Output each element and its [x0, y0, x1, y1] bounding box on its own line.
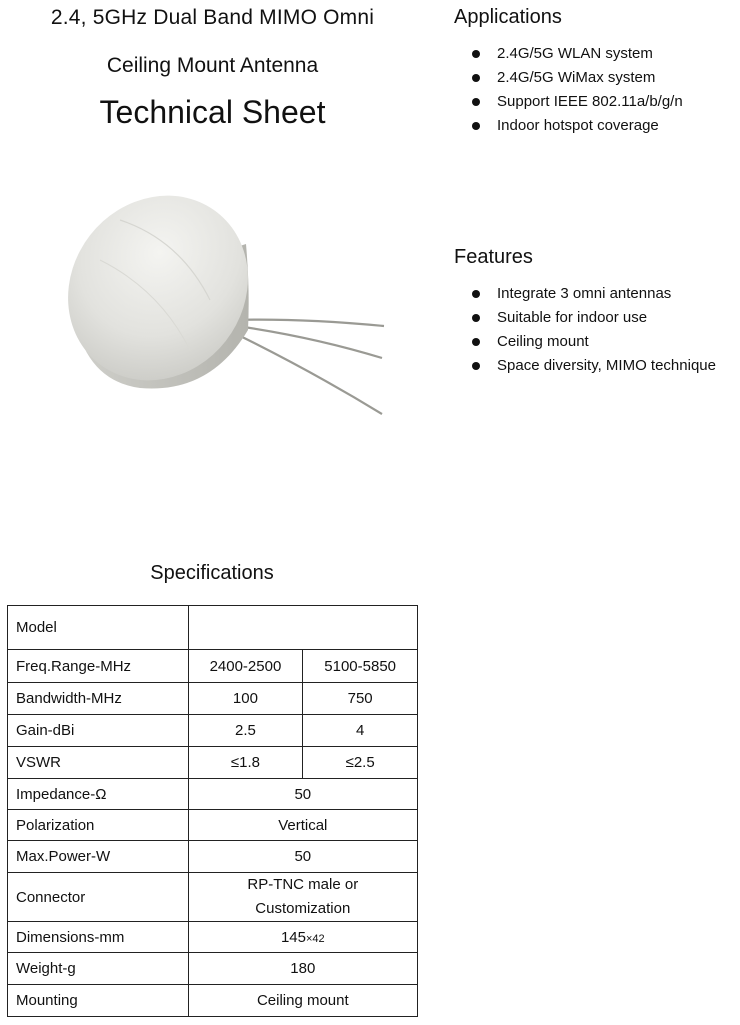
- spec-value: 50: [188, 779, 417, 810]
- spec-label: Gain-dBi: [8, 715, 189, 747]
- list-item-text: Suitable for indoor use: [497, 309, 648, 326]
- specifications-heading: Specifications: [150, 562, 274, 584]
- table-row: [8, 683, 418, 715]
- specifications-table: [7, 605, 418, 1017]
- spec-label: Polarization: [8, 810, 189, 841]
- list-item-text: 2.4G/5G WLAN system: [497, 45, 653, 62]
- list-item-text: Space diversity, MIMO technique: [497, 357, 716, 374]
- bullet-icon: [472, 362, 480, 370]
- spec-label: Dimensions-mm: [8, 922, 189, 953]
- spec-label: Max.Power-W: [8, 841, 189, 873]
- dimensions-small: ×42: [305, 932, 325, 945]
- applications-heading: Applications: [454, 6, 562, 28]
- spec-value: [188, 606, 417, 650]
- spec-value: ≤1.8: [188, 747, 303, 779]
- list-item: [472, 114, 683, 138]
- spec-value: 2.5: [188, 715, 303, 747]
- spec-value: Ceiling mount: [188, 985, 417, 1017]
- spec-value: [188, 873, 417, 922]
- spec-value: ≤2.5: [303, 747, 418, 779]
- list-item: [472, 66, 683, 90]
- spec-label: Model: [8, 606, 189, 650]
- connector-line-1: RP-TNC male or: [247, 876, 359, 893]
- list-item: [472, 354, 716, 378]
- spec-label: Weight-g: [8, 953, 189, 985]
- bullet-icon: [472, 50, 480, 58]
- spec-value: 5100-5850: [303, 650, 418, 683]
- list-item: [472, 42, 683, 66]
- table-row: [8, 841, 418, 873]
- spec-value: 4: [303, 715, 418, 747]
- list-item: [472, 282, 716, 306]
- connector-line-2: Customization: [255, 900, 351, 917]
- list-item-text: Integrate 3 omni antennas: [497, 285, 672, 302]
- table-row: [8, 747, 418, 779]
- bullet-icon: [472, 314, 480, 322]
- title-line-1: 2.4, 5GHz Dual Band MIMO Omni: [50, 6, 375, 29]
- bullet-icon: [472, 290, 480, 298]
- table-row: [8, 873, 418, 922]
- spec-value: 100: [188, 683, 303, 715]
- features-heading: Features: [454, 246, 533, 268]
- spec-label: Freq.Range-MHz: [8, 650, 189, 683]
- title-line-2: Ceiling Mount Antenna: [106, 54, 319, 77]
- spec-label: Impedance-Ω: [8, 779, 189, 810]
- list-item: [472, 306, 716, 330]
- bullet-icon: [472, 98, 480, 106]
- list-item: [472, 90, 683, 114]
- spec-value: 50: [188, 841, 417, 873]
- list-item-text: Indoor hotspot coverage: [497, 117, 659, 134]
- dimensions-main: 145: [280, 928, 306, 946]
- list-item-text: Support IEEE 802.11a/b/g/n: [497, 93, 683, 110]
- page-title: Technical Sheet: [99, 94, 326, 130]
- table-row: [8, 922, 418, 953]
- table-row: [8, 985, 418, 1017]
- spec-value: Vertical: [188, 810, 417, 841]
- spec-value: [188, 922, 417, 953]
- bullet-icon: [472, 338, 480, 346]
- table-row: [8, 606, 418, 650]
- list-item-text: Ceiling mount: [497, 333, 589, 350]
- table-row: [8, 810, 418, 841]
- table-row: [8, 650, 418, 683]
- spec-label: VSWR: [8, 747, 189, 779]
- table-row: [8, 715, 418, 747]
- spec-value: 750: [303, 683, 418, 715]
- table-row: [8, 779, 418, 810]
- spec-value: 2400-2500: [188, 650, 303, 683]
- features-list: [472, 282, 716, 378]
- bullet-icon: [472, 74, 480, 82]
- spec-label: Connector: [8, 873, 189, 922]
- spec-label: Bandwidth-MHz: [8, 683, 189, 715]
- bullet-icon: [472, 122, 480, 130]
- antenna-product-image: [60, 180, 400, 430]
- applications-list: [472, 42, 683, 138]
- list-item-text: 2.4G/5G WiMax system: [497, 69, 656, 86]
- spec-value: 180: [188, 953, 417, 985]
- list-item: [472, 330, 716, 354]
- spec-label: Mounting: [8, 985, 189, 1017]
- table-row: [8, 953, 418, 985]
